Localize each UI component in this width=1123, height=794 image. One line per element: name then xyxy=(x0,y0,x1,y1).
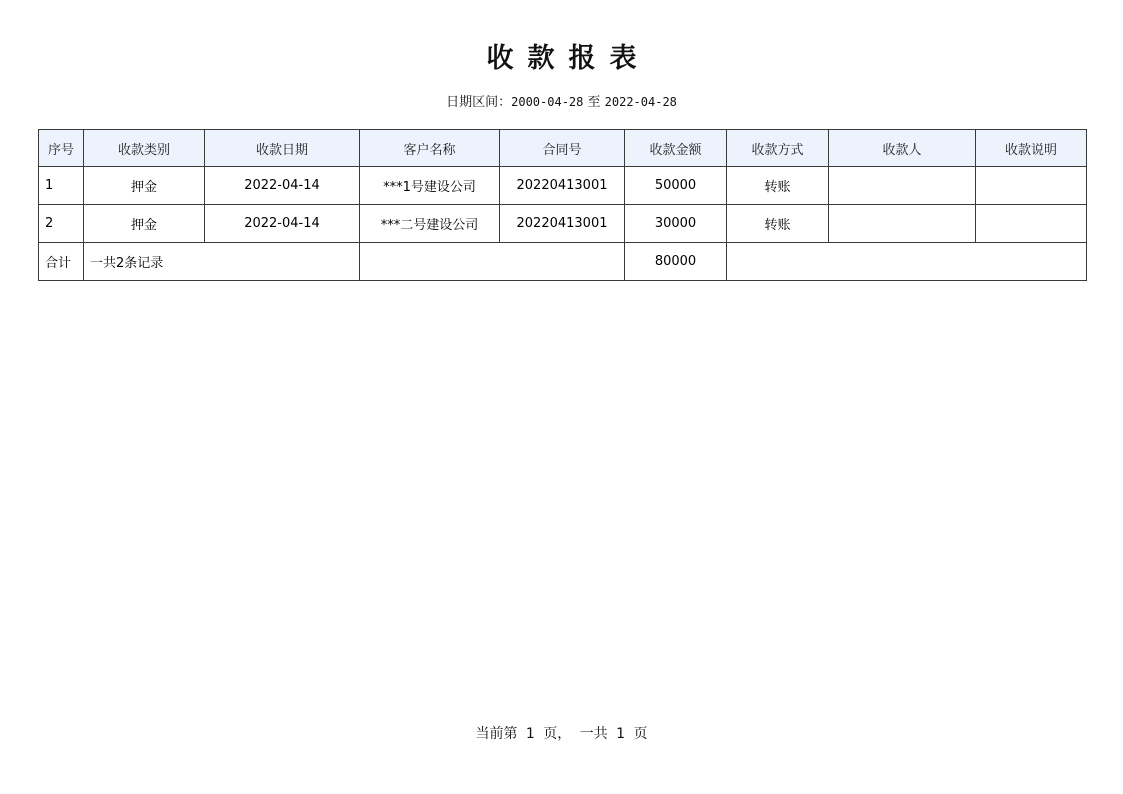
cell-contract: 20220413001 xyxy=(500,167,625,205)
cell-note xyxy=(976,205,1087,243)
cell-category: 押金 xyxy=(84,167,205,205)
date-range-separator: 至 xyxy=(583,95,605,110)
cell-payee xyxy=(829,205,976,243)
date-range-start: 2000-04-28 xyxy=(511,95,584,109)
cell-customer: ***1号建设公司 xyxy=(360,167,500,205)
table-header-row xyxy=(39,130,1087,167)
date-range xyxy=(0,92,1123,113)
report-title: 收款报表 xyxy=(486,43,651,74)
date-range-end: 2022-04-28 xyxy=(604,95,677,109)
total-trailing-cell xyxy=(727,243,1087,281)
cell-payee xyxy=(829,167,976,205)
cell-seq: 2 xyxy=(39,205,84,243)
cell-customer: ***二号建设公司 xyxy=(360,205,500,243)
date-range-label: 日期区间： xyxy=(446,95,512,110)
column-header-customer: 客户名称 xyxy=(360,130,500,167)
total-label: 合计 xyxy=(39,243,84,281)
column-header-contract: 合同号 xyxy=(500,130,625,167)
total-record-count: 一共2条记录 xyxy=(84,243,360,281)
column-header-category: 收款类别 xyxy=(84,130,205,167)
cell-seq: 1 xyxy=(39,167,84,205)
total-amount: 80000 xyxy=(625,243,727,281)
column-header-note: 收款说明 xyxy=(976,130,1087,167)
column-header-date: 收款日期 xyxy=(205,130,360,167)
cell-method: 转账 xyxy=(727,205,829,243)
table-row xyxy=(39,205,1087,243)
table-row xyxy=(39,167,1087,205)
cell-category: 押金 xyxy=(84,205,205,243)
column-header-method: 收款方式 xyxy=(727,130,829,167)
pagination-footer: 当前第 1 页， 一共 1 页 xyxy=(475,726,648,742)
cell-amount: 50000 xyxy=(625,167,727,205)
cell-note xyxy=(976,167,1087,205)
total-row xyxy=(39,243,1087,281)
cell-date: 2022-04-14 xyxy=(205,167,360,205)
cell-amount: 30000 xyxy=(625,205,727,243)
column-header-seq: 序号 xyxy=(39,130,84,167)
payment-report-table xyxy=(38,129,1087,281)
column-header-amount: 收款金额 xyxy=(625,130,727,167)
total-blank-cell xyxy=(360,243,625,281)
cell-date: 2022-04-14 xyxy=(205,205,360,243)
cell-contract: 20220413001 xyxy=(500,205,625,243)
cell-method: 转账 xyxy=(727,167,829,205)
column-header-payee: 收款人 xyxy=(829,130,976,167)
